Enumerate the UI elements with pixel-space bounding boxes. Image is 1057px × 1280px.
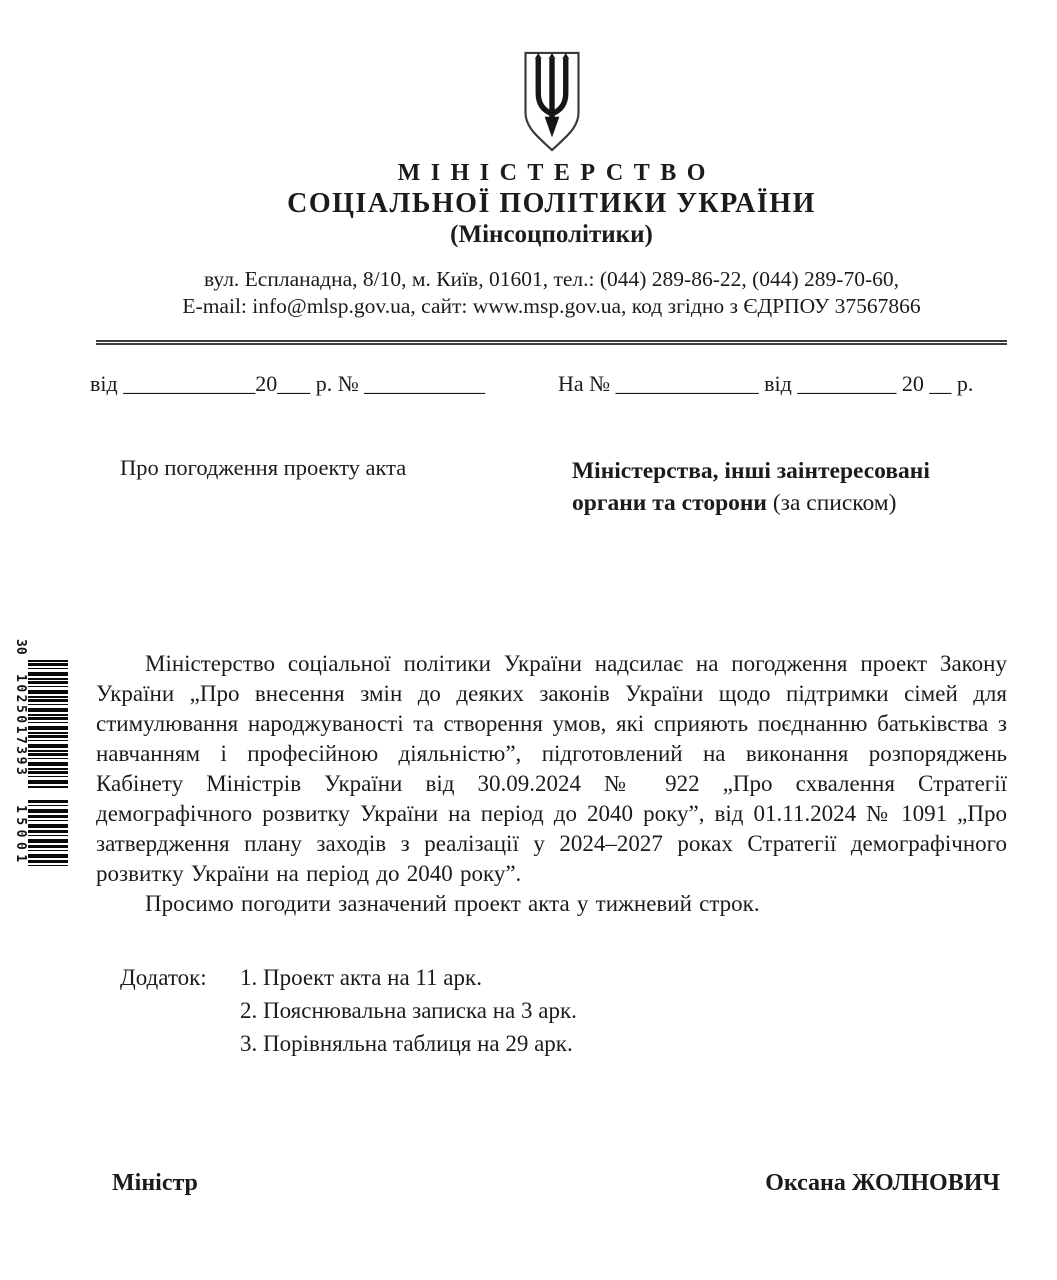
- registration-barcode: [12, 638, 68, 868]
- barcode-digits-group-2: 15001: [13, 805, 28, 867]
- attachments-label: Додаток:: [120, 965, 207, 990]
- attachment-item: 1. Проект акта на 11 арк.: [240, 965, 482, 990]
- address-line-2: E-mail: info@mlsp.gov.ua, сайт: www.msp.gov.ua, код згідно з ЄДРПОУ 37567866: [182, 294, 921, 318]
- signature-position: Міністр: [112, 1170, 198, 1196]
- barcode-bars-block-2: [28, 800, 68, 866]
- attachments-block: [120, 961, 1057, 1060]
- incoming-reference-field: На № _____________ від _________ 20 __ р.: [558, 371, 974, 396]
- signature-name: Оксана ЖОЛНОВИЧ: [765, 1170, 1000, 1196]
- letterhead-divider: [96, 340, 1007, 345]
- barcode-digits: [12, 638, 28, 868]
- ukraine-trident-emblem-icon: [521, 50, 583, 154]
- address-line-1: вул. Еспланадна, 8/10, м. Київ, 01601, тел.: (044) 289-86-22, (044) 289-70-60,: [203, 267, 900, 291]
- outgoing-reference-field: від ____________20___ р. № ___________: [90, 371, 486, 396]
- ministry-name-caps: МІНІСТЕРСТВО: [397, 160, 716, 186]
- body-paragraph-2: Просимо погодити зазначений проект акта у тижневий строк.: [145, 891, 760, 916]
- addressee-note: (за списком): [766, 490, 897, 516]
- signature-row: [112, 1170, 1000, 1204]
- letter-body: [96, 649, 1007, 919]
- reference-fields-row: [90, 371, 1007, 403]
- barcode-prefix-digits: 30: [13, 639, 28, 655]
- addressee-block: [572, 455, 1002, 519]
- barcode-digits-group-1: 1025017393: [13, 674, 28, 778]
- barcode-inner: [12, 638, 68, 868]
- body-paragraph-1: Міністерство соціальної політики України надсилає на погодження проект Закону України „Про внесення змін до деяких законів України щодо підтримки сімей для стимулювання народжуваності та створення умов, які сприяють поєднанню батьківства з навчанням і професійною діяльністю”, підготовлений на виконання розпоряджень Кабінету Міністрів України від 30.09.2024 № 922 „Про схвалення Стратегії демографічного розвитку України на період до 2040 року”, від 01.11.2024 № 1091 „Про затвердження плану заходів з реалізації у 2024–2027 роках Стратегії демографічного розвитку України на період до 2040 року”.: [96, 651, 1007, 886]
- subject-addressee-row: [0, 403, 1057, 563]
- attachment-item: 2. Пояснювальна записка на 3 арк.: [240, 998, 577, 1023]
- addressee-text: Міністерства, інші заінтересовані органи та сторони: [572, 458, 930, 516]
- ministry-name-full: СОЦІАЛЬНОЇ ПОЛІТИКИ УКРАЇНИ: [287, 188, 816, 219]
- barcode-bars-block-1: [28, 660, 68, 788]
- attachment-item: 3. Порівняльна таблиця на 29 арк.: [240, 1031, 573, 1056]
- subject-line: Про погодження проекту акта: [120, 455, 407, 480]
- barcode-bars: [28, 660, 68, 868]
- attachments-list: [240, 961, 577, 1060]
- letterhead: [96, 50, 1007, 345]
- ministry-short-name: (Мінсоцполітики): [450, 221, 653, 248]
